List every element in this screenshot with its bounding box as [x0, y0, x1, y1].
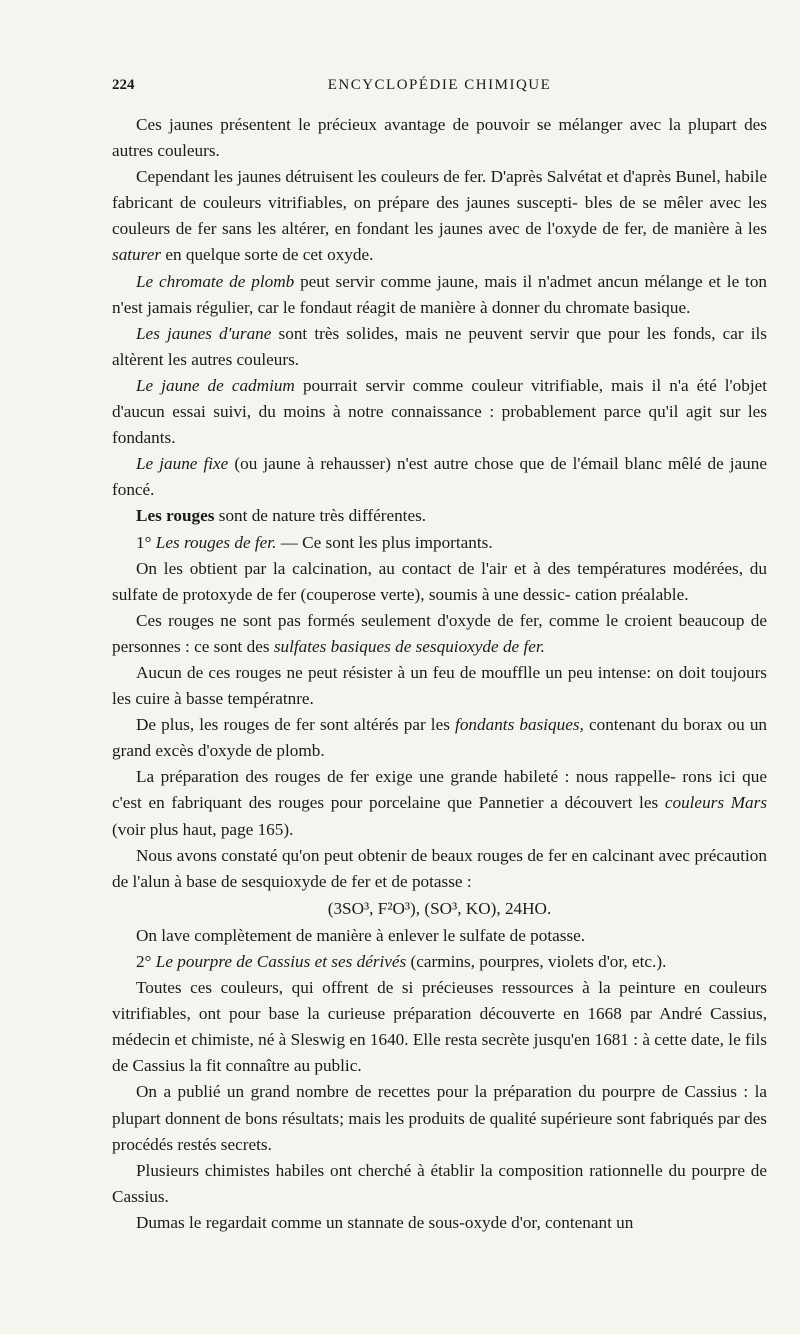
- paragraph: Cependant les jaunes détruisent les couleurs de fer. D'après Salvétat et d'après Bunel, habile fabricant de couleurs vitrifiables, on prépare des jaunes suscepti- bles de se mêler avec les couleurs de fer sans les altérer, en fondant les jaunes avec de l'oxyde de fer, de manière à les saturer en quelque sorte de cet oxyde.: [112, 167, 767, 265]
- paragraph: Ces jaunes présentent le précieux avantage de pouvoir se mélanger avec la plupart des autres couleurs.: [112, 115, 767, 161]
- paragraph: On les obtient par la calcination, au contact de l'air et à des températures modérées, du sulfate de protoxyde de fer (couperose verte), soumis à une dessic- cation préalable.: [112, 558, 767, 604]
- page-number: 224: [112, 77, 135, 93]
- paragraph: Dumas le regardait comme un stannate de sous-oxyde d'or, contenant un: [136, 1212, 634, 1232]
- running-header: [112, 77, 767, 99]
- paragraph: Le chromate de plomb peut servir comme jaune, mais il n'admet ancun mélange et le ton n'est jamais régulier, car le fondaut réagit de manière à donner du chromate basique.: [112, 271, 768, 317]
- paragraph: Plusieurs chimistes habiles ont cherché à établir la composition rationnelle du pourpre de Cassius.: [112, 1160, 767, 1206]
- paragraph: Le jaune de cadmium pourrait servir comme couleur vitrifiable, mais il n'a été l'objet d'aucun essai suivi, du moins à notre connaissance : probablement parce qu'il agit sur les fondants.: [112, 375, 768, 448]
- paragraph: Toutes ces couleurs, qui offrent de si précieuses ressources à la peinture en couleurs vitrifiables, ont pour base la curieuse préparation découverte en 1668 par André Cassius, médecin et chimiste, né à Sleswig en 1640. Elle resta secrète jusqu'en 1681 : à cette date, le fils de Cassius la fit connaître au public.: [112, 978, 767, 1076]
- paragraph: On a publié un grand nombre de recettes pour la préparation du pourpre de Cassius : la plupart donnent de bons résultats; mais les produits de qualité supérieure sont fabriqués par des procédés restés secrets.: [112, 1082, 767, 1154]
- chemical-formula: (3SO³, F²O³), (SO³, KO), 24HO.: [327, 898, 552, 918]
- body-text: [112, 112, 767, 1236]
- section-heading: 2° Le pourpre de Cassius et ses dérivés (carmins, pourpres, violets d'or, etc.).: [136, 952, 667, 971]
- section-heading: 1° Les rouges de fer. — Ce sont les plus importants.: [136, 532, 493, 552]
- running-title: ENCYCLOPÉDIE CHIMIQUE: [327, 77, 552, 93]
- paragraph: Aucun de ces rouges ne peut résister à un feu de moufflle un peu intense: on doit toujours les cuire à basse températnre.: [112, 662, 767, 709]
- paragraph: Les rouges sont de nature très différentes.: [136, 506, 427, 526]
- paragraph: Ces rouges ne sont pas formés seulement d'oxyde de fer, comme le croient beaucoup de personnes : ce sont des sulfates basiques de sesquioxyde de fer.: [112, 610, 767, 656]
- paragraph: La préparation des rouges de fer exige une grande habileté : nous rappelle- rons ici que c'est en fabriquant des rouges pour porcelaine que Pannetier a découvert les couleurs Mars (voir plus haut, page 165).: [112, 767, 768, 839]
- paragraph: De plus, les rouges de fer sont altérés par les fondants basiques, contenant du borax ou un grand excès d'oxyde de plomb.: [112, 715, 768, 761]
- paragraph: Nous avons constaté qu'on peut obtenir de beaux rouges de fer en calcinant avec précaution de l'alun à base de sesquioxyde de fer et de potasse :: [112, 845, 767, 891]
- paragraph: Les jaunes d'urane sont très solides, mais ne peuvent servir que pour les fonds, car ils altèrent les autres couleurs.: [112, 323, 768, 369]
- paragraph: Le jaune fixe (ou jaune à rehausser) n'est autre chose que de l'émail blanc mêlé de jaune foncé.: [112, 454, 767, 500]
- paragraph: On lave complètement de manière à enlever le sulfate de potasse.: [136, 925, 586, 945]
